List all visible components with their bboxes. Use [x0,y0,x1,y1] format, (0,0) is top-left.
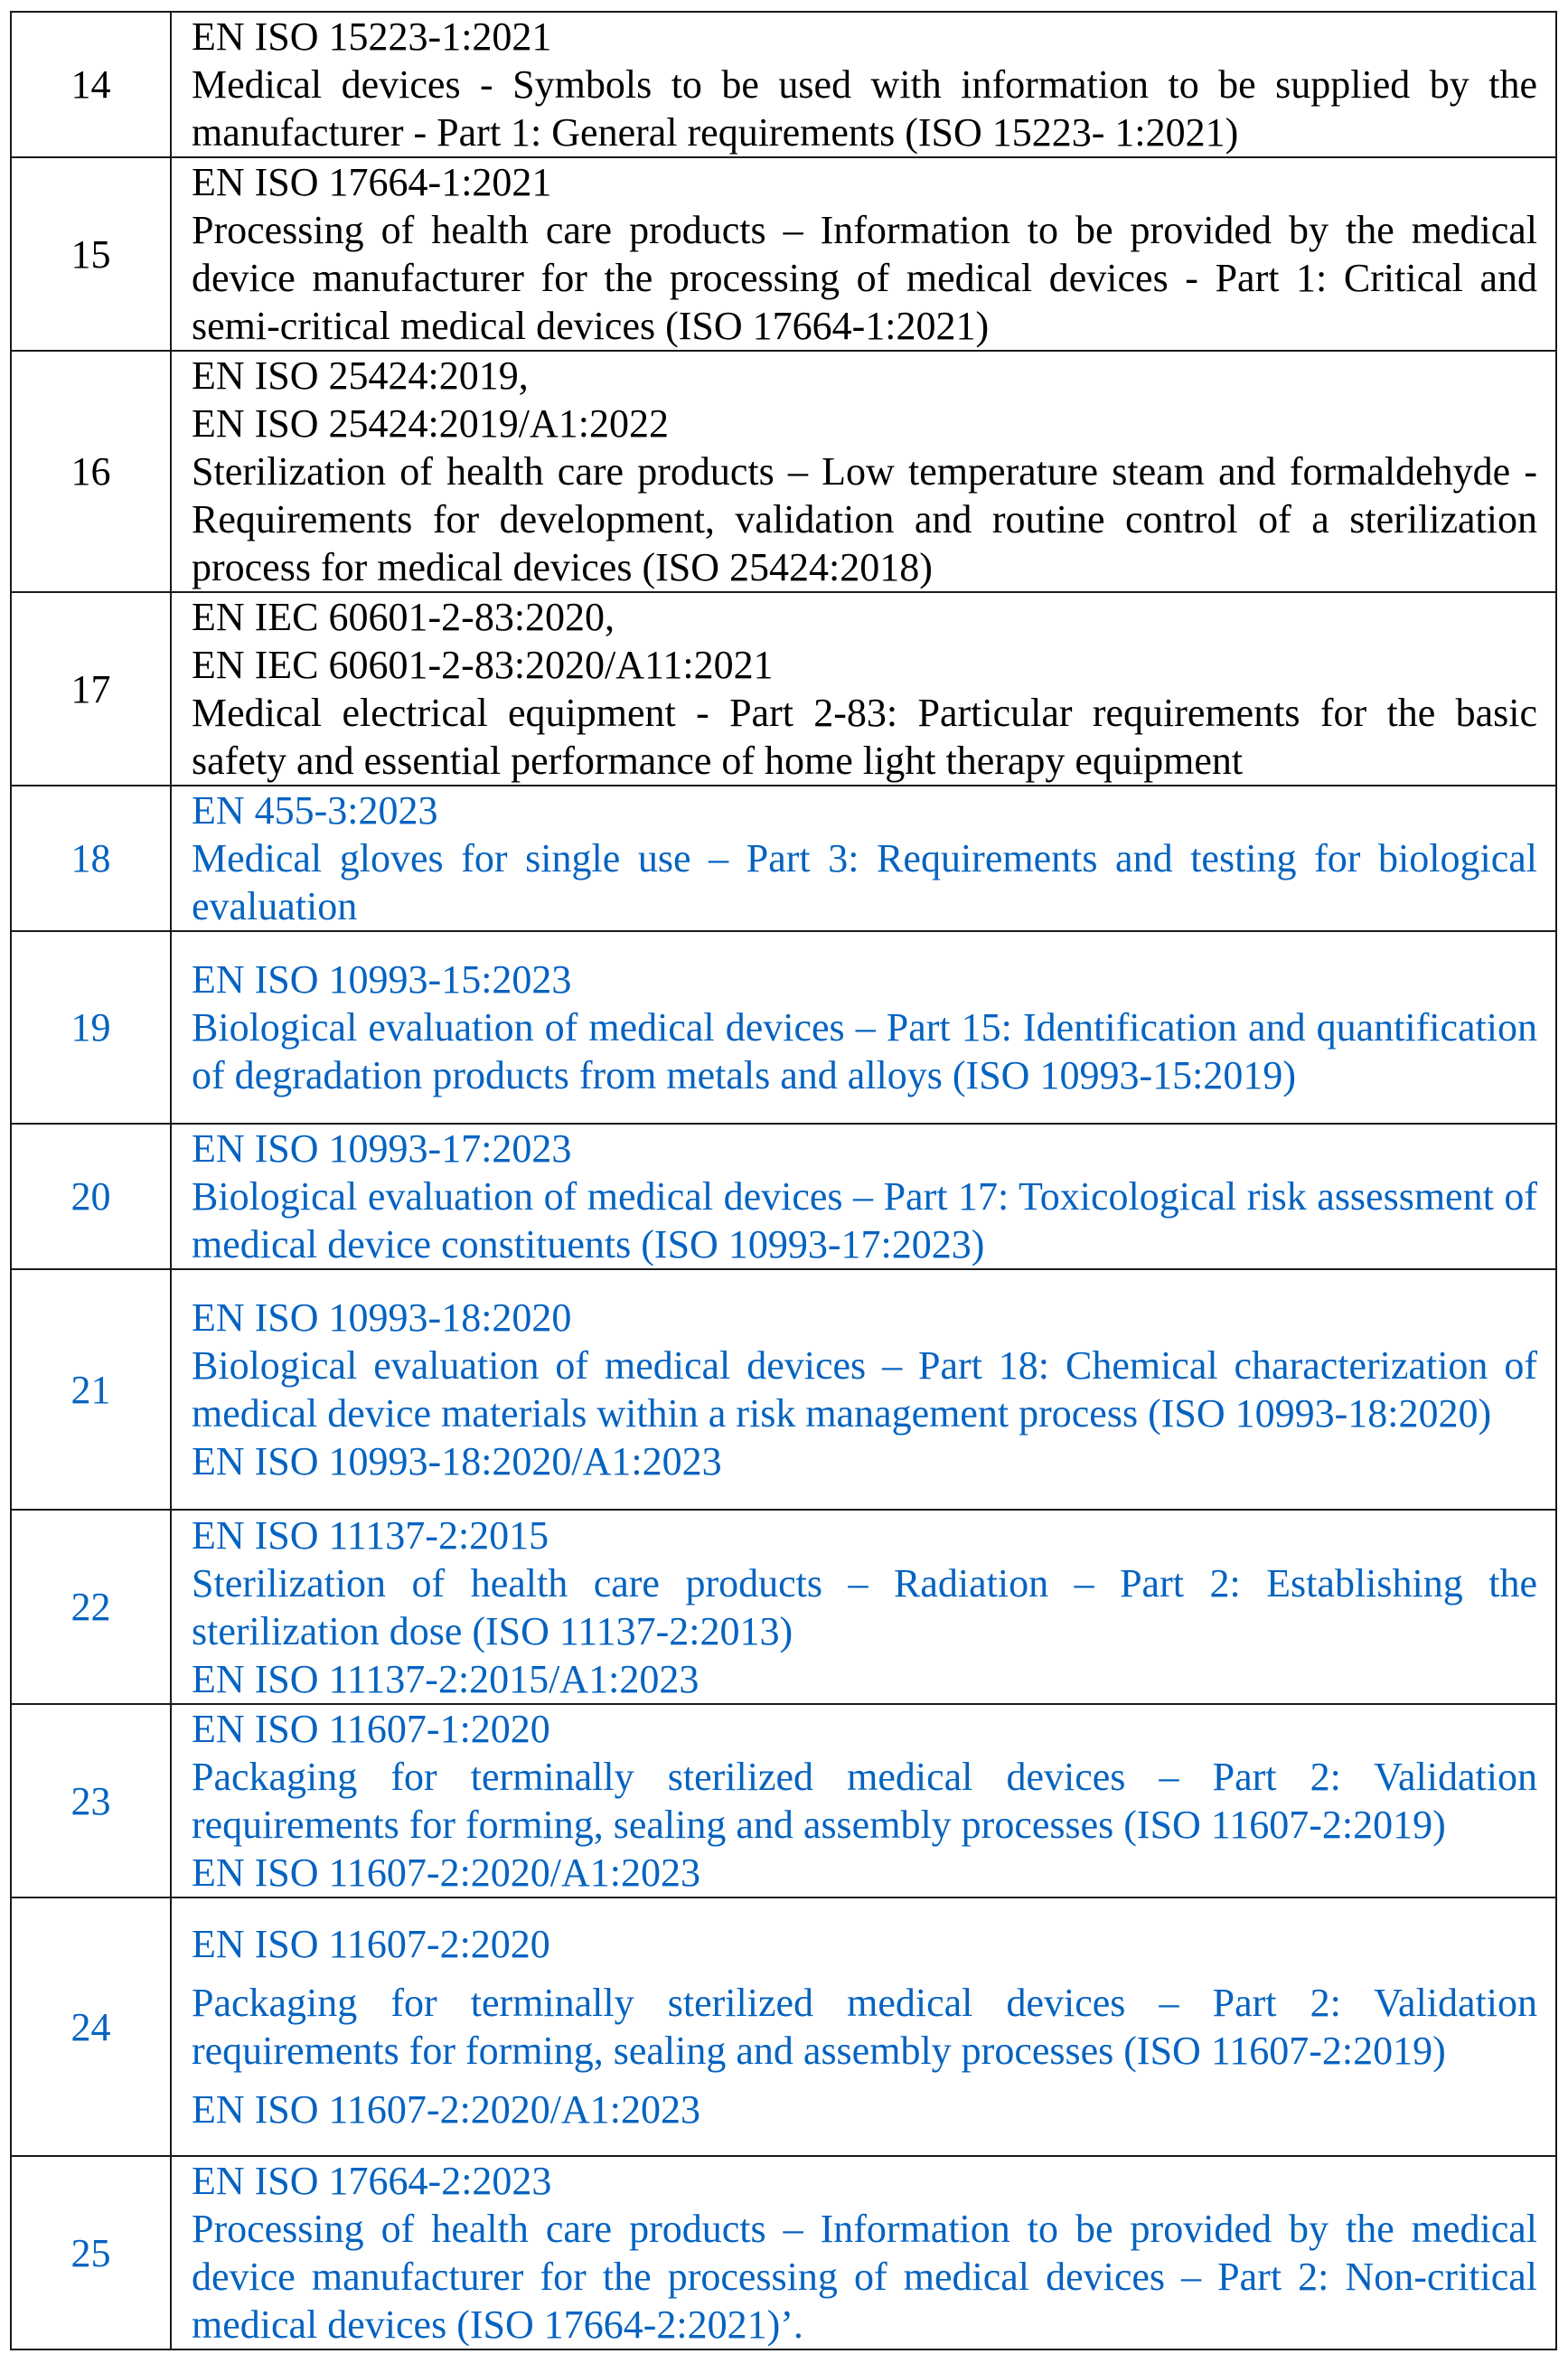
table-row-18 [11,786,1556,931]
table-row-17 [11,592,1556,786]
row-number-cell [11,2156,171,2349]
table-body [11,12,1556,2349]
standard-code: EN ISO 17664-1:2021 [192,160,552,204]
standard-reference-cell [171,1510,1556,1704]
row-number: 23 [70,1778,111,1823]
row-number: 17 [70,666,111,711]
standard-reference-cell [171,931,1556,1124]
row-number: 24 [70,2004,111,2049]
standard-code: EN ISO 11607-2:2020/A1:2023 [192,2087,701,2132]
standard-code: EN ISO 11607-1:2020 [192,1707,550,1751]
standard-title: Processing of health care products – Information to be provided by the medical device manufacturer for the processing of medical devices - Part 1: Critical and semi-critical medical devices (ISO 17664-1:2021) [192,208,1537,348]
standard-code: EN ISO 10993-17:2023 [192,1126,572,1171]
row-number-cell [11,786,171,931]
table-row-21 [11,1269,1556,1510]
standard-code: EN ISO 10993-18:2020/A1:2023 [192,1439,722,1483]
standard-reference-cell [171,1269,1556,1510]
row-number-cell [11,12,171,157]
row-number-cell [11,1897,171,2156]
row-number: 21 [70,1367,111,1412]
row-number-cell [11,1269,171,1510]
table-row-24 [11,1897,1556,2156]
standard-reference-cell [171,2156,1556,2349]
harmonised-standards-table [10,11,1557,2350]
standard-reference-cell [171,1704,1556,1897]
standard-code: EN 455-3:2023 [192,788,438,833]
standard-title: Medical devices - Symbols to be used with information to be supplied by the manufacturer - Part 1: General requirements (ISO 15223- 1:2021) [192,62,1537,155]
standard-code: EN ISO 15223-1:2021 [192,14,552,59]
table-row-19 [11,931,1556,1124]
standard-reference-cell [171,12,1556,157]
standard-code: EN ISO 11607-2:2020 [192,1922,550,1966]
row-number: 19 [70,1005,111,1050]
table-row-22 [11,1510,1556,1704]
row-number-cell [11,157,171,351]
standard-title: Biological evaluation of medical devices – Part 15: Identification and quantification of degradation products from metals and alloys (ISO 10993-15:2019) [192,1005,1537,1097]
standard-code: EN ISO 25424:2019, [192,353,529,398]
standard-title: Sterilization of health care products – Radiation – Part 2: Establishing the sterilization dose (ISO 11137-2:2013) [192,1560,1537,1653]
table-row-23 [11,1704,1556,1897]
standard-reference-cell [171,786,1556,931]
row-number-cell [11,1124,171,1269]
standard-code: EN ISO 25424:2019/A1:2022 [192,401,669,446]
standard-title: Medical gloves for single use – Part 3: Requirements and testing for biological evaluation [192,836,1537,928]
row-number-cell [11,1704,171,1897]
row-number-cell [11,1510,171,1704]
row-number: 22 [70,1585,111,1629]
row-number: 20 [70,1174,111,1219]
standard-title: Biological evaluation of medical devices – Part 18: Chemical characterization of medical device materials within a risk management process (ISO 10993-18:2020) [192,1343,1537,1436]
table-row-15 [11,157,1556,351]
row-number: 18 [70,836,111,880]
standard-title: Medical electrical equipment - Part 2-83: Particular requirements for the basic safety and essential performance of home light therapy equipment [192,691,1537,783]
standard-code: EN IEC 60601-2-83:2020/A11:2021 [192,643,774,687]
standard-title: Biological evaluation of medical devices – Part 17: Toxicological risk assessment of medical device constituents (ISO 10993-17:2023) [192,1174,1537,1266]
standard-code: EN IEC 60601-2-83:2020, [192,595,615,639]
standard-reference-cell [171,157,1556,351]
row-number: 14 [70,62,111,107]
standard-code: EN ISO 10993-15:2023 [192,957,572,1002]
standard-code: EN ISO 11137-2:2015/A1:2023 [192,1656,699,1701]
standard-code: EN ISO 11137-2:2015 [192,1512,549,1558]
row-number-cell [11,931,171,1124]
standard-reference-cell [171,351,1556,592]
standard-code: EN ISO 10993-18:2020 [192,1295,572,1340]
standard-reference-cell [171,1897,1556,2156]
row-number-cell [11,351,171,592]
row-number-cell [11,592,171,786]
table-row-16 [11,351,1556,592]
row-number: 25 [70,2230,111,2275]
row-number: 16 [70,449,111,494]
standard-title: Packaging for terminally sterilized medical devices – Part 2: Validation requirements for forming, sealing and assembly processes (ISO 11607-2:2019) [192,1755,1537,1847]
standard-reference-cell [171,592,1556,786]
standard-code: EN ISO 11607-2:2020/A1:2023 [192,1850,701,1895]
standard-title: Packaging for terminally sterilized medical devices – Part 2: Validation requirements for forming, sealing and assembly processes (ISO 11607-2:2019) [192,1981,1537,2073]
standard-code: EN ISO 17664-2:2023 [192,2159,552,2203]
table-row-25 [11,2156,1556,2349]
row-number: 15 [70,231,111,277]
table-row-14 [11,12,1556,157]
standard-reference-cell [171,1124,1556,1269]
standard-title: Processing of health care products – Information to be provided by the medical device manufacturer for the processing of medical devices – Part 2: Non-critical medical devices (ISO 17664-2:2021)’. [192,2207,1537,2347]
table-row-20 [11,1124,1556,1269]
standard-title: Sterilization of health care products – Low temperature steam and formaldehyde - Requirements for development, validation and routine control of a sterilization process for medical devices (ISO 25424:2018) [192,449,1537,589]
